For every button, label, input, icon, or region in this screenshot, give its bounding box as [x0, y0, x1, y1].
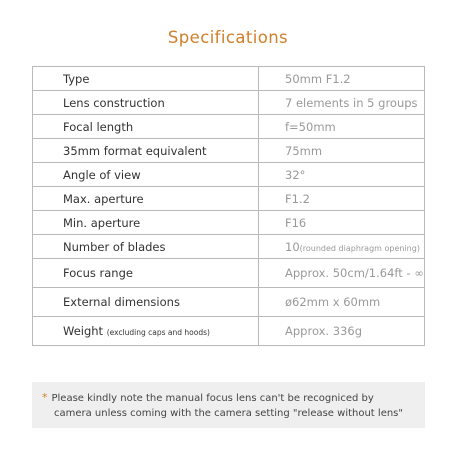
page-title: Specifications	[167, 28, 289, 47]
note-line-1	[32, 391, 425, 404]
spec-value	[259, 235, 425, 259]
specifications-table	[32, 66, 425, 346]
spec-value: f=50mm	[259, 115, 425, 139]
table-row	[33, 259, 425, 288]
spec-label-main: Weight	[63, 324, 104, 338]
table-row	[33, 91, 425, 115]
spec-label: Type	[33, 67, 259, 91]
spec-label: Focus range	[33, 259, 259, 288]
asterisk-icon: *	[42, 391, 48, 404]
spec-value: Approx. 336g	[259, 317, 425, 346]
spec-value: 50mm F1.2	[259, 67, 425, 91]
spec-value: 75mm	[259, 139, 425, 163]
spec-value-note: (rounded diaphragm opening)	[299, 243, 420, 253]
spec-label: Min. aperture	[33, 211, 259, 235]
table-row	[33, 187, 425, 211]
table-row	[33, 211, 425, 235]
spec-label: Angle of view	[33, 163, 259, 187]
spec-label: Number of blades	[33, 235, 259, 259]
spec-label	[33, 317, 259, 346]
table-row	[33, 139, 425, 163]
note-box	[32, 382, 425, 428]
spec-value-main: 10	[285, 239, 300, 254]
table-row	[33, 163, 425, 187]
note-text-1: Please kindly note the manual focus lens can't be recogniced by	[51, 393, 374, 404]
spec-label-note: (excluding caps and hoods)	[106, 328, 210, 337]
note-text-2: camera unless coming with the camera setting "release without lens"	[53, 408, 403, 419]
spec-value: Approx. 50cm/1.64ft - ∞	[259, 259, 425, 288]
spec-value: F1.2	[259, 187, 425, 211]
spec-label: Focal length	[33, 115, 259, 139]
spec-label: Lens construction	[33, 91, 259, 115]
spec-label: External dimensions	[33, 288, 259, 317]
spec-label: 35mm format equivalent	[33, 139, 259, 163]
spec-value: F16	[259, 211, 425, 235]
table-row	[33, 67, 425, 91]
table-row	[33, 115, 425, 139]
table-row	[33, 288, 425, 317]
spec-label: Max. aperture	[33, 187, 259, 211]
table-row	[33, 235, 425, 259]
spec-value: 32°	[259, 163, 425, 187]
table-row	[33, 317, 425, 346]
spec-value: 7 elements in 5 groups	[259, 91, 425, 115]
spec-value: ø62mm x 60mm	[259, 288, 425, 317]
